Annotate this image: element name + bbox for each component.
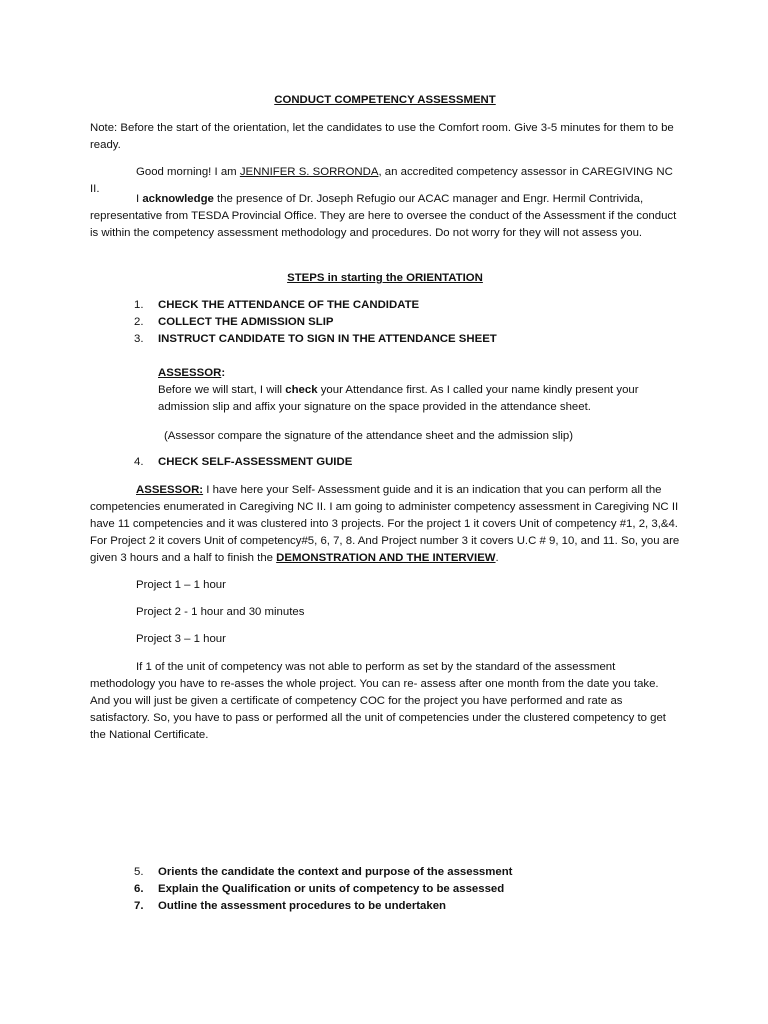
acknowledge-paragraph (90, 191, 680, 242)
assessor-label: ASSESSOR (158, 367, 222, 379)
assessor-instruction-bold: check (285, 384, 318, 396)
assessor-note: (Assessor compare the signature of the attendance sheet and the admission slip) (164, 430, 574, 442)
steps-heading: STEPS in starting the ORIENTATION (287, 272, 483, 284)
assessor-instruction-2-text: I have here your Self- Assessment guide and it is an indication that you can perform all the competencies enumerated in Caregiving NC II. I am going to administer competency assessment in Caregiving NC II have 11 competencies and it was clustered into 3 projects. For the project 1 it covers Unit of competency #1, 2, 3,&4. For Project 2 it covers Unit of competency#5, 6, 7, 8. And Project number 3 it covers U.C # 9, 10, and 11. So, you are given 3 hours and a half to finish the (90, 484, 680, 564)
step-item: Orients the candidate the context and purpose of the assessment (158, 866, 513, 878)
assessor-instruction-post: your Attendance first. As I called your name kindly present your admission slip and affix your signature on the space provided in the attendance sheet. (158, 384, 639, 413)
acknowledge-post: the presence of Dr. Joseph Refugio our ACAC manager and Engr. Hermil Contrivida, representative from TESDA Provincial Office. They are here to oversee the conduct of the Assessment if the conduct is within the competency assessment methodology and procedures. Do not worry for they will not assess you. (90, 193, 677, 239)
project-duration: Project 2 - 1 hour and 30 minutes (136, 606, 305, 618)
step-item: COLLECT THE ADMISSION SLIP (158, 316, 334, 328)
step-item: Explain the Qualification or units of competency to be assessed (158, 883, 505, 895)
orientation-note: Note: Before the start of the orientation, let the candidates to use the Comfort room. Give 3-5 minutes for them to be ready. (90, 122, 674, 151)
step-item: CHECK SELF-ASSESSMENT GUIDE (158, 456, 353, 468)
assessor-instruction-pre: Before we will start, I will (158, 384, 286, 396)
document-title: CONDUCT COMPETENCY ASSESSMENT (274, 94, 496, 106)
step-number: 7. (134, 900, 144, 912)
demonstration-interview-emphasis: DEMONSTRATION AND THE INTERVIEW (276, 552, 496, 564)
step-number: 3. (134, 333, 144, 345)
step-item: Outline the assessment procedures to be undertaken (158, 900, 447, 912)
step-number: 4. (134, 456, 144, 468)
reassessment-paragraph: If 1 of the unit of competency was not able to perform as set by the standard of the assessment methodology you have to re-asses the whole project. You can re- assess after one month from the date you take. And you will just be given a certificate of competency COC for the project you have performed and rate as satisfactory. So, you have to pass or performed all the unit of competencies under the clustered competency to get the National Certificate. (90, 661, 666, 741)
assessor-label: ASSESSOR: (136, 484, 204, 496)
step-number: 5. (134, 866, 144, 878)
greeting-pre: Good morning! I am (136, 166, 240, 178)
project-duration: Project 1 – 1 hour (136, 579, 226, 591)
assessor-instruction-2-end: . (495, 552, 499, 564)
project-duration: Project 3 – 1 hour (136, 633, 226, 645)
greeting-post: , an accredited competency assessor in CAREGIVING NC II. (90, 166, 673, 195)
assessor-instruction-2 (90, 482, 680, 567)
step-number: 1. (134, 299, 144, 311)
assessor-instruction-1 (158, 365, 668, 416)
step-number: 2. (134, 316, 144, 328)
step-item: INSTRUCT CANDIDATE TO SIGN IN THE ATTENDANCE SHEET (158, 333, 497, 345)
assessor-label-colon: : (221, 367, 226, 379)
acknowledge-pre: I (136, 193, 143, 205)
acknowledge-bold: acknowledge (142, 193, 214, 205)
assessor-name: JENNIFER S. SORRONDA (239, 166, 379, 178)
step-number: 6. (134, 883, 144, 895)
step-item: CHECK THE ATTENDANCE OF THE CANDIDATE (158, 299, 420, 311)
